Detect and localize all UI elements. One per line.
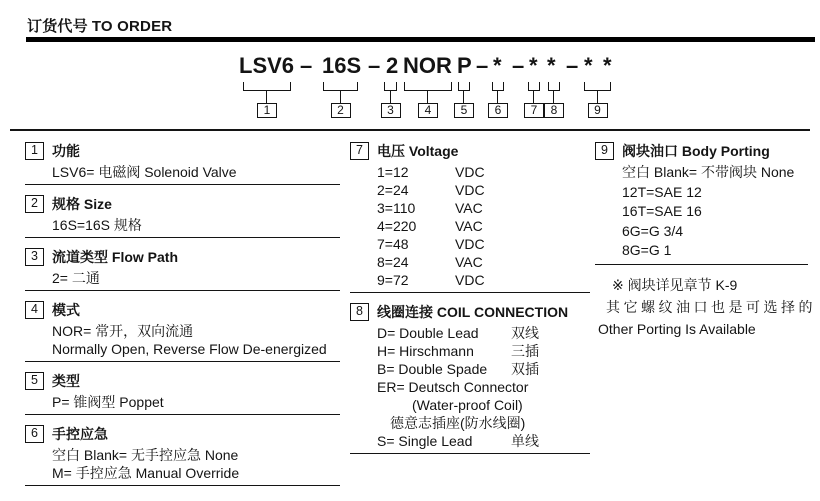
section-row	[622, 202, 808, 222]
code-segment-p: P	[457, 53, 472, 78]
code-wildcard: *	[547, 53, 556, 78]
code-bracket-stem	[463, 90, 464, 103]
code-dash: –	[512, 53, 525, 78]
code-bracket-stem	[597, 90, 598, 103]
row-code-label: NOR= 常开，双向流通	[52, 323, 194, 339]
section-row	[377, 324, 590, 342]
section-row	[52, 269, 340, 287]
row-value-label: VDC	[455, 236, 485, 252]
section-row	[377, 271, 590, 289]
section-5	[25, 371, 340, 415]
section-row	[52, 446, 340, 464]
row-code-label: D= Double Lead	[377, 325, 479, 341]
code-group-number-9: 9	[588, 103, 608, 118]
section-title: 功能	[52, 143, 80, 159]
section-row	[622, 163, 808, 183]
section-body	[25, 216, 340, 234]
row-code-label: H= Hirschmann	[377, 343, 474, 359]
section-number-box: 1	[25, 142, 44, 160]
section-body	[595, 163, 808, 261]
section-number-box: 7	[350, 142, 369, 160]
row-code-label: 空白 Blank= 无手控应急 None	[52, 447, 239, 463]
section-row	[377, 235, 590, 253]
column-middle	[350, 141, 590, 463]
page-title-en: TO ORDER	[91, 18, 173, 35]
note-line: ※ 阀块详见章节 K-9	[612, 276, 738, 293]
code-dash: –	[300, 53, 313, 78]
row-value-label: 三插	[511, 343, 539, 359]
code-segment-lsv6: LSV6	[239, 53, 295, 78]
row-code-label: LSV6= 电磁阀 Solenoid Valve	[52, 164, 237, 180]
section-body	[350, 324, 590, 450]
order-code-diagram	[0, 0, 820, 131]
section-row	[52, 163, 340, 181]
section-title: 线圈连接 COIL CONNECTION	[377, 304, 569, 320]
code-dash: –	[476, 53, 489, 78]
row-code-label: 6G=G 3/4	[622, 222, 684, 239]
section-3	[25, 247, 340, 291]
section-body	[25, 163, 340, 181]
section-row	[377, 378, 590, 396]
section-body	[350, 163, 590, 289]
section-row	[52, 393, 340, 411]
row-code-label: ER= Deutsch Connector	[377, 379, 529, 395]
row-code-label: 空白 Blank= 不带阀块 None	[622, 164, 795, 180]
row-value-label: VAC	[455, 200, 483, 216]
section-head	[350, 302, 590, 322]
section-row	[377, 253, 590, 271]
code-dash: –	[368, 53, 381, 78]
code-wildcard: *	[603, 53, 612, 78]
section-head	[25, 141, 340, 161]
section-title: 阀块油口 Body Porting	[622, 143, 770, 159]
code-group-number-7: 7	[524, 103, 544, 118]
code-segment-2: 2	[386, 53, 399, 78]
row-code-label: 1=12	[377, 164, 409, 180]
code-bracket-stem	[497, 90, 498, 103]
section-title: 手控应急	[52, 426, 108, 442]
row-code-label: 9=72	[377, 272, 409, 288]
section-number-box: 3	[25, 248, 44, 266]
code-group-number-5: 5	[454, 103, 474, 118]
section-row	[377, 396, 590, 414]
section-title: 模式	[52, 302, 80, 318]
section-body	[25, 393, 340, 411]
code-segment-nor: NOR	[403, 53, 452, 78]
section-title: 规格 Size	[52, 196, 112, 212]
code-wildcard: *	[493, 53, 502, 78]
code-group-number-6: 6	[488, 103, 508, 118]
row-code-label: 德意志插座(防水线圈)	[390, 415, 526, 431]
row-code-label: (Water-proof Coil)	[412, 397, 523, 413]
note-line: Other Porting Is Available	[598, 320, 756, 337]
code-group-number-2: 2	[331, 103, 351, 118]
code-group-number-8: 8	[544, 103, 564, 118]
row-value-label: VDC	[455, 272, 485, 288]
section-body	[25, 269, 340, 287]
section-row	[52, 464, 340, 482]
section-head	[25, 247, 340, 267]
row-code-label: S= Single Lead	[377, 433, 473, 449]
code-group-number-4: 4	[418, 103, 438, 118]
section-head	[25, 371, 340, 391]
section-title: 类型	[52, 373, 80, 389]
section-number-box: 6	[25, 425, 44, 443]
section-title: 电压 Voltage	[377, 143, 459, 159]
code-bracket-stem	[266, 90, 267, 103]
row-code-label: Normally Open, Reverse Flow De-energized	[52, 341, 327, 357]
code-dash: –	[566, 53, 579, 78]
section-row	[622, 241, 808, 261]
section-head	[595, 141, 808, 161]
page-title-zh: 订货代号	[27, 18, 88, 35]
code-bracket-stem	[553, 90, 554, 103]
section-title: 流道类型 Flow Path	[52, 249, 178, 265]
section-head	[25, 194, 340, 214]
note-line: 其它螺纹油口也是可选择的	[606, 298, 816, 315]
row-value-label: VAC	[455, 218, 483, 234]
code-bracket-stem	[427, 90, 428, 103]
section-row	[622, 183, 808, 203]
row-value-label: 单线	[511, 433, 539, 449]
row-code-label: 12T=SAE 12	[622, 183, 702, 200]
row-code-label: 2= 二通	[52, 270, 100, 286]
section-number-box: 5	[25, 372, 44, 390]
row-code-label: 16T=SAE 16	[622, 203, 702, 219]
section-row	[52, 322, 340, 340]
row-value-label: VDC	[455, 164, 485, 180]
section-head	[25, 424, 340, 444]
row-value-label: 双插	[511, 361, 539, 377]
section-number-box: 9	[595, 142, 614, 160]
section-2	[25, 194, 340, 238]
section-number-box: 4	[25, 301, 44, 319]
row-code-label: 8G=G 1	[622, 242, 672, 258]
row-value-label: 双线	[511, 325, 539, 341]
row-code-label: 2=24	[377, 182, 409, 198]
row-code-label: 7=48	[377, 236, 409, 252]
code-wildcard: *	[584, 53, 593, 78]
section-8	[350, 302, 590, 454]
section-row	[377, 181, 590, 199]
row-code-label: 16S=16S 规格	[52, 217, 142, 233]
section-number-box: 8	[350, 303, 369, 321]
row-code-label: M= 手控应急 Manual Override	[52, 465, 240, 481]
section-body	[25, 322, 340, 358]
section-row	[377, 163, 590, 181]
section-7	[350, 141, 590, 293]
section-number-box: 2	[25, 195, 44, 213]
section-row	[52, 340, 340, 358]
section-6	[25, 424, 340, 486]
section-1	[25, 141, 340, 185]
code-bracket-stem	[340, 90, 341, 103]
row-code-label: 3=110	[377, 200, 416, 216]
section-9	[595, 141, 808, 265]
row-value-label: VDC	[455, 182, 485, 198]
code-group-number-3: 3	[381, 103, 401, 118]
section-body	[25, 446, 340, 482]
code-bracket-stem	[533, 90, 534, 103]
code-group-number-1: 1	[257, 103, 277, 118]
row-code-label: 8=24	[377, 254, 409, 270]
row-code-label: B= Double Spade	[377, 361, 488, 377]
section-row	[52, 216, 340, 234]
section-row	[377, 432, 590, 450]
section-head	[25, 300, 340, 320]
section-row	[622, 222, 808, 242]
code-wildcard: *	[529, 53, 538, 78]
section-row	[377, 217, 590, 235]
section-row	[377, 414, 590, 432]
section-head	[350, 141, 590, 161]
row-code-label: P= 锥阀型 Poppet	[52, 394, 164, 410]
code-bracket-stem	[390, 90, 391, 103]
porting-notes	[595, 274, 816, 340]
section-row	[377, 360, 590, 378]
column-left	[25, 141, 340, 495]
row-value-label: VAC	[455, 254, 483, 270]
section-row	[377, 199, 590, 217]
column-right	[595, 141, 816, 340]
section-row	[377, 342, 590, 360]
section-4	[25, 300, 340, 362]
diagram-separator-rule	[10, 129, 810, 131]
row-code-label: 4=220	[377, 218, 417, 234]
code-segment-16s: 16S	[322, 53, 362, 78]
